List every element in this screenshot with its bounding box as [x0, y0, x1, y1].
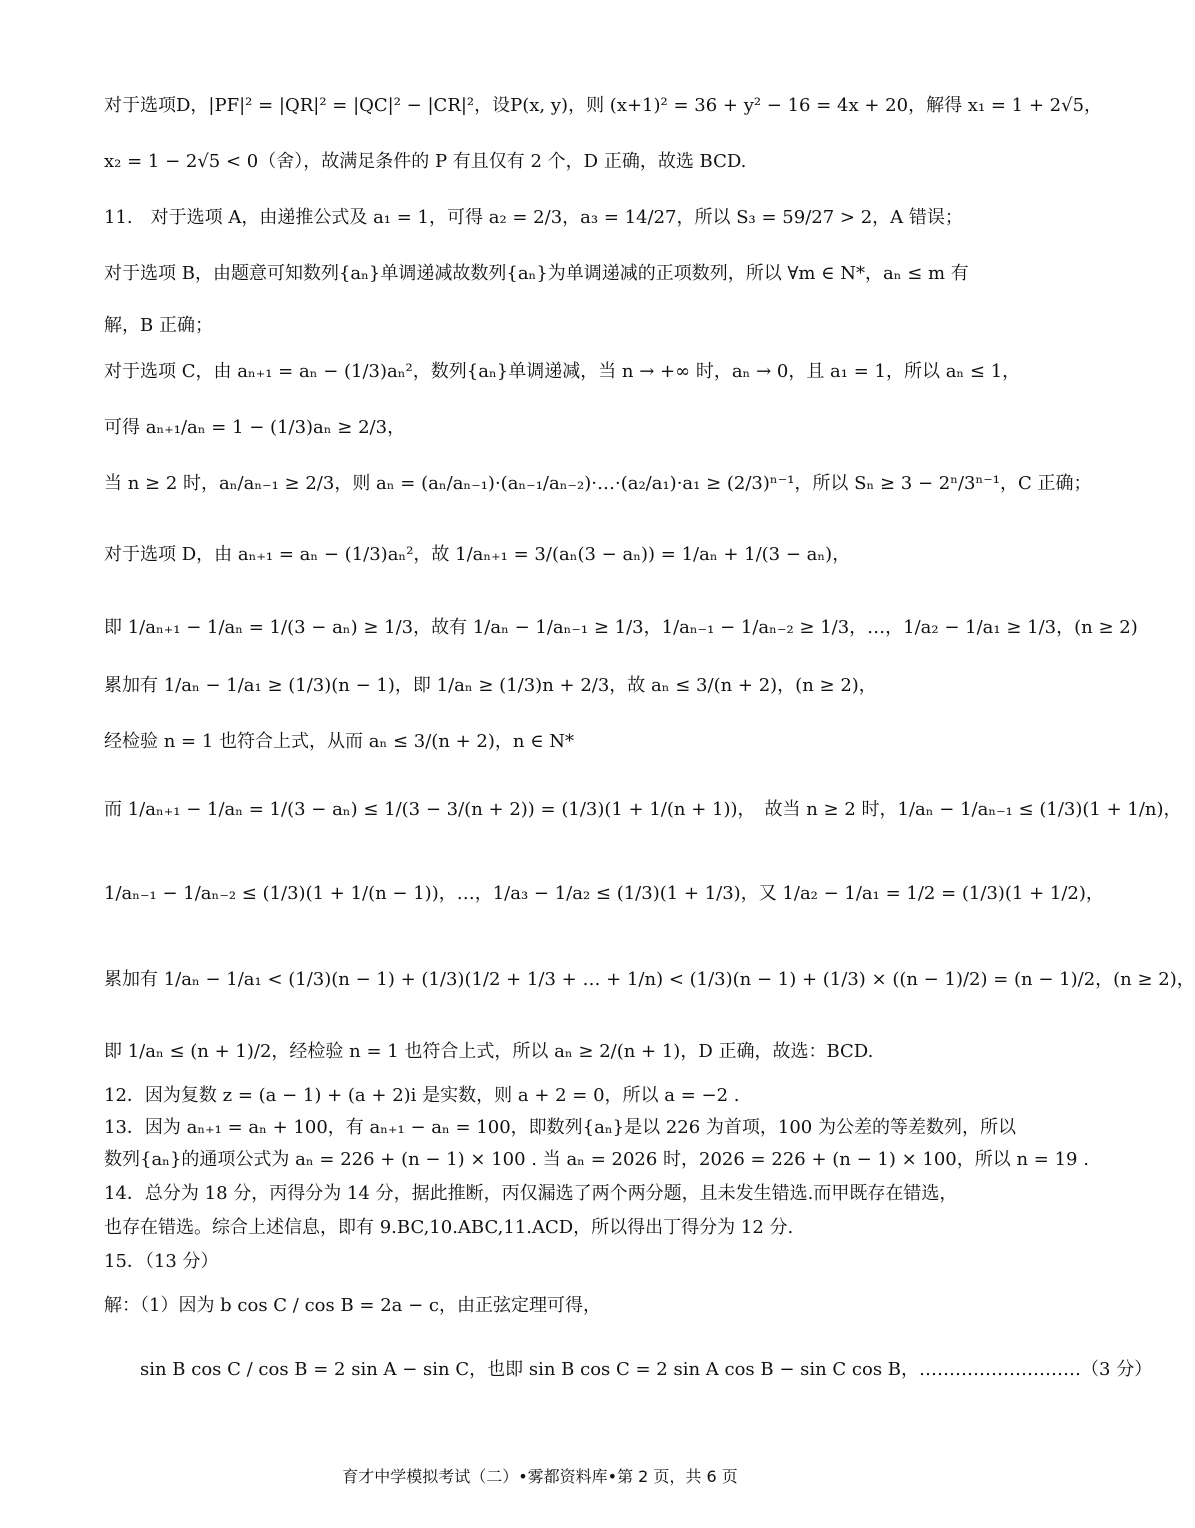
- text-line: 数列{aₙ}的通项公式为 aₙ = 226 + (n − 1) × 100 . 当 aₙ = 2026 时，2026 = 226 + (n − 1) × 100，所以 n = 19 .: [104, 1149, 1089, 1170]
- text-line: 可得 aₙ₊₁/aₙ = 1 − (1/3)aₙ ≥ 2/3，: [104, 417, 406, 438]
- text-line: 经检验 n = 1 也符合上式，从而 aₙ ≤ 3/(n + 2)，n ∈ N*: [104, 731, 575, 752]
- text-line: sin B cos C / cos B = 2 sin A − sin C，也即 sin B cos C = 2 sin A cos B − sin C cos B，………………………（3 分）: [140, 1359, 1153, 1380]
- text-line: 对于选项 D，由 aₙ₊₁ = aₙ − (1/3)aₙ²，故 1/aₙ₊₁ = 3/(aₙ(3 − aₙ)) = 1/aₙ + 1/(3 − aₙ)，: [104, 544, 851, 565]
- text-line: 对于选项 C，由 aₙ₊₁ = aₙ − (1/3)aₙ²，数列{aₙ}单调递减，当 n → +∞ 时，aₙ → 0，且 a₁ = 1，所以 aₙ ≤ 1，: [104, 361, 1021, 382]
- text-line: 14．总分为 18 分，丙得分为 14 分，据此推断，丙仅漏选了两个两分题，且未发生错选.而甲既存在错选，: [104, 1183, 958, 1204]
- text-line: 累加有 1/aₙ − 1/a₁ ≥ (1/3)(n − 1)，即 1/aₙ ≥ (1/3)n + 2/3，故 aₙ ≤ 3/(n + 2)，(n ≥ 2)，: [104, 675, 877, 696]
- text-line: 也存在错选。综合上述信息，即有 9.BC,10.ABC,11.ACD，所以得出丁得分为 12 分.: [104, 1217, 794, 1238]
- text-line: 解：（1）因为 b cos C / cos B = 2a − c，由正弦定理可得，: [104, 1295, 601, 1316]
- text-line: 13．因为 aₙ₊₁ = aₙ + 100，有 aₙ₊₁ − aₙ = 100，即数列{aₙ}是以 226 为首项，100 为公差的等差数列，所以: [104, 1117, 1016, 1138]
- page-footer: 育才中学模拟考试（二）•雾都资料库•第 2 页，共 6 页: [342, 1467, 738, 1486]
- text-line: 累加有 1/aₙ − 1/a₁ < (1/3)(n − 1) + (1/3)(1/2 + 1/3 + … + 1/n) < (1/3)(n − 1) + (1/3) × ((n − 1)/2) = (n − 1)/2，(n ≥ 2)，: [104, 969, 1195, 990]
- text-line: 即 1/aₙ ≤ (n + 1)/2，经检验 n = 1 也符合上式，所以 aₙ ≥ 2/(n + 1)，D 正确，故选：BCD.: [104, 1041, 874, 1062]
- text-line: 1/aₙ₋₁ − 1/aₙ₋₂ ≤ (1/3)(1 + 1/(n − 1))，…，1/a₃ − 1/a₂ ≤ (1/3)(1 + 1/3)，又 1/a₂ − 1/a₁ = 1/2 = (1/3)(1 + 1/2)，: [104, 883, 1104, 904]
- text-line: 而 1/aₙ₊₁ − 1/aₙ = 1/(3 − aₙ) ≤ 1/(3 − 3/(n + 2)) = (1/3)(1 + 1/(n + 1))， 故当 n ≥ 2 时，1/aₙ − 1/aₙ₋₁ ≤ (1/3)(1 + 1/n)，: [104, 799, 1182, 820]
- text-line: 对于选项D，|PF|² = |QR|² = |QC|² − |CR|²，设P(x, y)，则 (x+1)² = 36 + y² − 16 = 4x + 20，解得 x₁ = 1 + 2√5，: [104, 95, 1103, 116]
- text-line: 12．因为复数 z = (a − 1) + (a + 2)i 是实数，则 a + 2 = 0，所以 a = −2 .: [104, 1085, 740, 1106]
- text-line: 15．（13 分）: [104, 1251, 219, 1272]
- text-line: x₂ = 1 − 2√5 < 0（舍），故满足条件的 P 有且仅有 2 个，D 正确，故选 BCD.: [104, 151, 747, 172]
- text-line: 当 n ≥ 2 时，aₙ/aₙ₋₁ ≥ 2/3，则 aₙ = (aₙ/aₙ₋₁)·(aₙ₋₁/aₙ₋₂)·…·(a₂/a₁)·a₁ ≥ (2/3)ⁿ⁻¹，所以 Sₙ ≥ 3 − 2ⁿ/3ⁿ⁻¹，C 正确；: [104, 473, 1092, 494]
- text-line: 11. 对于选项 A，由递推公式及 a₁ = 1，可得 a₂ = 2/3，a₃ = 14/27，所以 S₃ = 59/27 > 2，A 错误；: [104, 207, 963, 228]
- text-line: 对于选项 B，由题意可知数列{aₙ}单调递减故数列{aₙ}为单调递减的正项数列，所以 ∀m ∈ N*，aₙ ≤ m 有: [104, 263, 969, 284]
- text-line: 即 1/aₙ₊₁ − 1/aₙ = 1/(3 − aₙ) ≥ 1/3，故有 1/aₙ − 1/aₙ₋₁ ≥ 1/3，1/aₙ₋₁ − 1/aₙ₋₂ ≥ 1/3，…，1/a₂ − 1/a₁ ≥ 1/3，(n ≥ 2): [104, 617, 1138, 638]
- text-line: 解，B 正确；: [104, 315, 213, 336]
